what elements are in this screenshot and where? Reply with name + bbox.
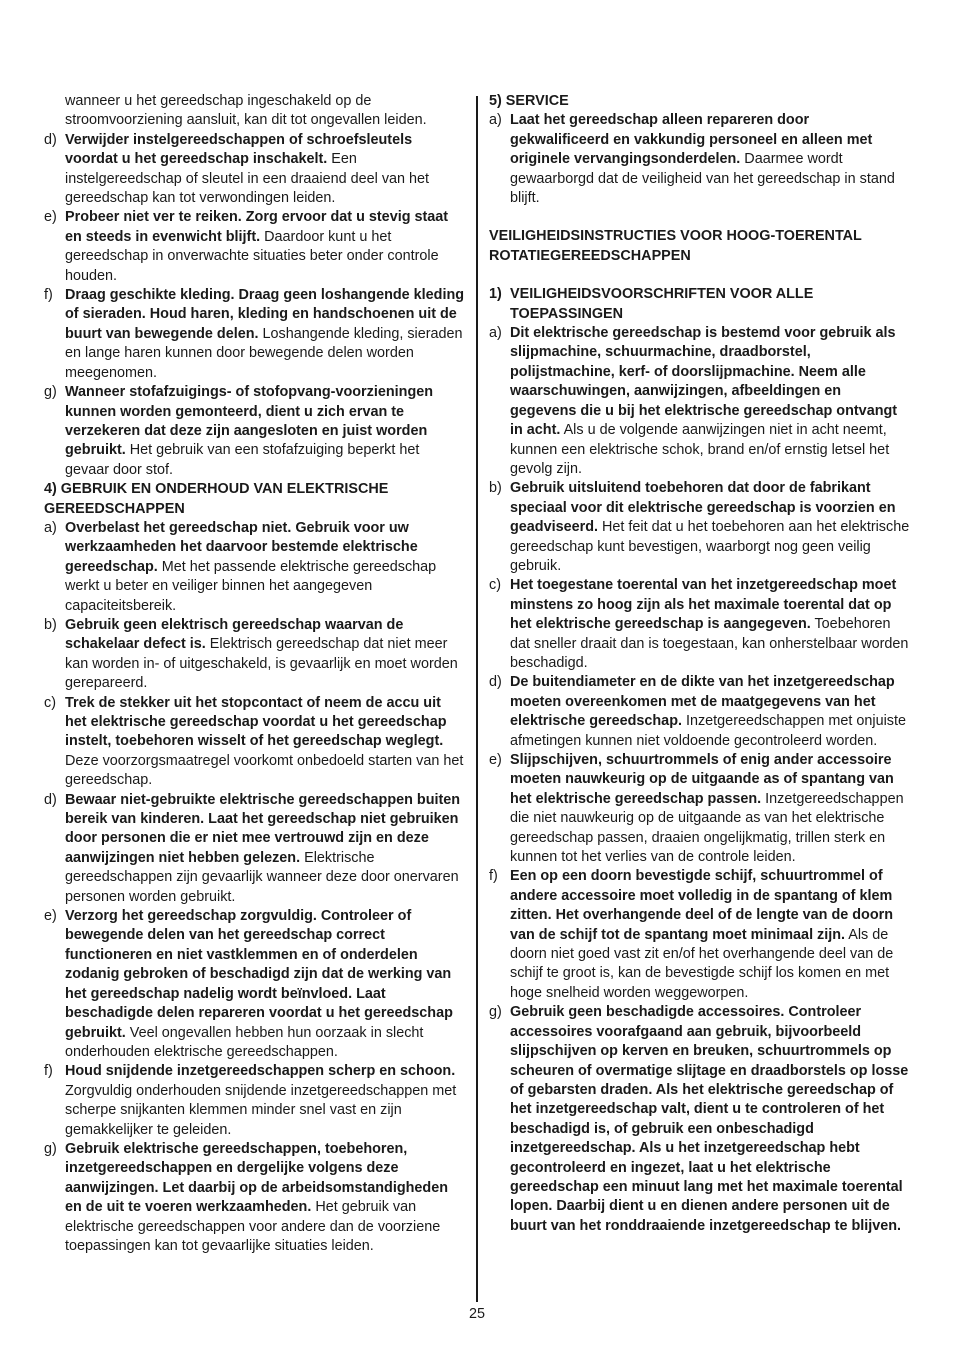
item-bold-text: Draag geschikte kleding. Draag geen loshangende kleding of sieraden. Houd haren, kleding en handschoenen uit de buurt van bewegende delen. — [65, 287, 465, 342]
list-a — [44, 131, 465, 480]
heading-text: VEILIGHEIDSVOORSCHRIFTEN VOOR ALLE TOEPASSINGEN — [510, 286, 814, 322]
item-marker: a) — [489, 325, 502, 342]
item-bold-text: Verwijder instelgereedschappen of schroefsleutels voordat u het gereedschap inschakelt. — [65, 131, 413, 168]
item-body-text: Met het passende elektrische gereedschap werkt u beter en veiliger binnen het aangegeven capaciteitsbereik. — [65, 558, 437, 614]
list-service — [489, 111, 911, 208]
item-body-text: Toebehoren dat sneller draait dan is toegestaan, kan onherstelbaar worden beschadigd. — [510, 616, 909, 671]
item-body-text: Het gebruik van een stofafzuiging beperkt het gevaar door stof. — [65, 442, 420, 478]
list-item — [44, 1140, 465, 1256]
item-body-text: Loshangende kleding, sieraden en lange haren kunnen door bewegende delen worden meegenomen. — [65, 325, 463, 381]
item-body-text: Inzetgereedschappen met onjuiste afmetingen kunnen niet voldoende gecontroleerd worden. — [510, 713, 906, 749]
right-column — [489, 92, 911, 1236]
list-b — [44, 519, 465, 1256]
item-marker: f) — [44, 1063, 53, 1080]
list-item — [489, 1003, 911, 1236]
heading-number: 1) — [489, 286, 502, 303]
item-body-text: Als u de volgende aanwijzingen niet in acht neemt, kunnen een elektrische schok, brand en/of ernstig letsel het gevolg zijn. — [510, 422, 890, 477]
item-marker: f) — [44, 287, 53, 304]
item-bold-text: Laat het gereedschap alleen repareren door gekwalificeerd en vakkundig personeel en alleen met originele vervangingsonderdelen. — [510, 112, 873, 168]
item-body-text: Deze voorzorgsmaatregel voorkomt onbedoeld starten van het gereedschap. — [65, 752, 464, 789]
item-marker: g) — [489, 1004, 502, 1021]
item-body-text: Een instelgereedschap of sleutel in een draaiend deel van het gereedschap kan tot verwondingen leiden. — [65, 151, 430, 207]
column-divider — [476, 96, 478, 1302]
section-heading-4: 4) GEBRUIK EN ONDERHOUD VAN ELEKTRISCHE GEREEDSCHAPPEN — [44, 481, 389, 517]
item-bold-text: Slijpschijven, schuurtrommels of enig ander accessoire moeten nauwkeurig op de uitgaande as of spantang van het elektrische gereedschap passen. — [510, 752, 894, 807]
page-number: 25 — [468, 1306, 485, 1322]
item-bold-text: Gebruik geen elektrisch gereedschap waarvan de schakelaar defect is. — [65, 616, 404, 653]
list-item — [44, 1062, 465, 1140]
item-bold-text: Probeer niet ver te reiken. Zorg ervoor dat u stevig staat en steeds in evenwicht blijft. — [65, 209, 449, 245]
item-bold-text: Wanneer stofafzuigings- of stofopvang-voorzieningen kunnen worden gemonteerd, dient u zich ervan te verzekeren dat deze zijn aangesloten en juist worden gebruikt. — [65, 384, 434, 459]
item-bold-text: Verzorg het gereedschap zorgvuldig. Controleer of bewegende delen van het gereedschap correct functioneren en niet vastklemmen en of onderdelen zodanig gebroken of beschadigd zijn dat de werking van het gereedschap nadelig wordt beïnvloed. Laat beschadigde delen repareren voordat u het gereedschap gebruikt. — [65, 908, 453, 1041]
list-item — [44, 383, 465, 480]
item-bold-text: Een op een doorn bevestigde schijf, schuurtrommel of andere accessoire moet volledig in de spantang of klem zitten. Het overhangende deel of de lengte van de doorn van de schijf tot de spantang moet minimaal zijn. — [510, 868, 894, 943]
item-marker: e) — [44, 908, 57, 925]
item-marker: a) — [489, 112, 502, 129]
list-item — [44, 286, 465, 383]
item-bold-text: Gebruik elektrische gereedschappen, toebehoren, inzetgereedschappen en dergelijke volgens deze aanwijzingen. Let daarbij op de arbeidsomstandigheden en de uit te voeren werkzaamheden. — [65, 1140, 449, 1216]
item-bold-text: Gebruik uitsluitend toebehoren dat door de fabrikant speciaal voor dit elektrische gereedschap is voorzien en geadviseerd. — [510, 480, 896, 536]
spacer — [489, 208, 911, 227]
item-body-text: Inzetgereedschappen die niet nauwkeurig op de uitgaande as van het elektrische gereedschap passen, draaien ongelijkmatig, trillen sterk en kunnen tot het verlies van de controle leiden. — [510, 790, 904, 866]
item-marker: g) — [44, 384, 57, 401]
section-heading-5: 5) SERVICE — [489, 93, 569, 109]
item-body-text: Elektrische gereedschappen zijn gevaarlijk wanneer deze door onervaren personen worden gebruikt. — [65, 849, 459, 905]
list-item — [489, 479, 911, 576]
item-marker: c) — [44, 694, 56, 711]
item-marker: d) — [44, 791, 57, 808]
continuation-text: wanneer u het gereedschap ingeschakeld op de stroomvoorziening aansluit, kan dit tot ongevallen leiden. — [65, 93, 427, 129]
item-body-text: Het gebruik van elektrische gereedschappen voor andere dan de voorziene toepassingen kan tot gevaarlijke situaties leiden. — [65, 1199, 441, 1254]
item-marker: d) — [489, 674, 502, 691]
list-item — [489, 111, 911, 208]
item-body-text: Het feit dat u het toebehoren aan het elektrische gereedschap kunt bevestigen, waarborgt nog geen veilig gebruik. — [510, 519, 910, 574]
main-heading: VEILIGHEIDSINSTRUCTIES VOOR HOOG-TOERENTAL ROTATIEGEREEDSCHAPPEN — [489, 228, 862, 264]
item-bold-text: Bewaar niet-gebruikte elektrische gereedschappen buiten bereik van kinderen. Laat het gereedschap niet gebruiken door personen die er niet mee vertrouwd zijn en deze aanwijzingen niet hebben gelezen. — [65, 791, 461, 866]
item-marker: b) — [44, 616, 57, 633]
item-marker: a) — [44, 519, 57, 536]
item-body-text: Zorgvuldig onderhouden snijdende inzetgereedschappen met scherpe snijkanten klemmen minder snel vast en zijn gemakkelijker te geleiden. — [65, 1082, 457, 1138]
item-bold-text: Overbelast het gereedschap niet. Gebruik voor uw werkzaamheden het daarvoor bestemde elektrische gereedschap. — [65, 519, 418, 575]
item-body-text: Daardoor kunt u het gereedschap in onverwachte situaties beter onder controle houden. — [65, 228, 439, 284]
item-marker: f) — [489, 868, 498, 885]
list-item — [44, 907, 465, 1062]
item-bold-text: Dit elektrische gereedschap is bestemd voor gebruik als slijpmachine, schuurmachine, draadborstel, polijstmachine, kerf- of doorslijpmachine. Neem alle waarschuwingen, aanwijzingen, afbeeldingen en gegevens die u bij het elektrische gereedschap ontvangt in acht. — [510, 325, 898, 439]
list-item — [44, 791, 465, 907]
item-marker: e) — [489, 752, 502, 768]
item-body-text: Elektrisch gereedschap dat niet meer kan worden in- of uitgeschakeld, is gevaarlijk en moet worden gerepareerd. — [65, 636, 458, 692]
list-item — [44, 616, 465, 694]
item-marker: e) — [44, 209, 57, 226]
list-item — [44, 519, 465, 616]
item-bold-text: Gebruik geen beschadigde accessoires. Controleer accessoires voorafgaand aan gebruik, bijvoorbeeld slijpschijven op kerven en breuken, schuurtrommels op scheuren of overmatige slijtage en draadborstels op losse of gebarsten draden. Als het elektrische gereedschap of het inzetgereedschap valt, dient u te controleren of het beschadigd is, of gebruik een onbeschadigd inzetgereedschap. Als u het inzetgereedschap hebt gecontroleerd en ingezet, laat u het elektrische gereedschap een minuut lang met het maximale toerental lopen. Daarbij dient u en dienen andere personen uit de buurt van het ronddraaiende inzetgereedschap te blijven. — [510, 1004, 909, 1234]
list-item — [489, 576, 911, 673]
item-bold-text: De buitendiameter en de dikte van het inzetgereedschap moeten overeenkomen met de maatgegevens van het elektrische gereedschap. — [510, 674, 895, 730]
item-bold-text: Trek de stekker uit het stopcontact of neem de accu uit het elektrische gereedschap voordat u het gereedschap instelt, toebehoren wisselt of het gereedschap weglegt. — [65, 694, 447, 750]
item-marker: c) — [489, 577, 501, 594]
list-item — [44, 131, 465, 209]
list-item — [44, 694, 465, 791]
list-item — [489, 751, 911, 867]
item-body-text: Als de doorn niet goed vast zit en/of het overhangende deel van de schijf te groot is, kan de bevestigde schijf los komen en met hoge snelheid worden weggeworpen. — [510, 926, 894, 1001]
item-bold-text: Houd snijdende inzetgereedschappen scherp en schoon. — [65, 1063, 456, 1080]
list-item — [489, 867, 911, 1003]
spacer — [489, 266, 911, 285]
list-item — [489, 324, 911, 479]
section-heading-1 — [489, 285, 911, 324]
item-bold-text: Het toegestane toerental van het inzetgereedschap moet minstens zo hoog zijn als het maximale toerental dat op het elektrische gereedschap is aangegeven. — [510, 577, 897, 633]
item-marker: b) — [489, 480, 502, 497]
left-column — [44, 92, 465, 1256]
item-marker: d) — [44, 131, 57, 148]
list-rules — [489, 324, 911, 1236]
list-item — [44, 208, 465, 286]
item-body-text: Veel ongevallen hebben hun oorzaak in slecht onderhouden elektrische gereedschappen. — [65, 1024, 424, 1060]
list-item — [489, 673, 911, 751]
item-marker: g) — [44, 1140, 57, 1157]
item-body-text: Daarmee wordt gewaarborgd dat de veiligheid van het gereedschap in stand blijft. — [510, 151, 895, 207]
